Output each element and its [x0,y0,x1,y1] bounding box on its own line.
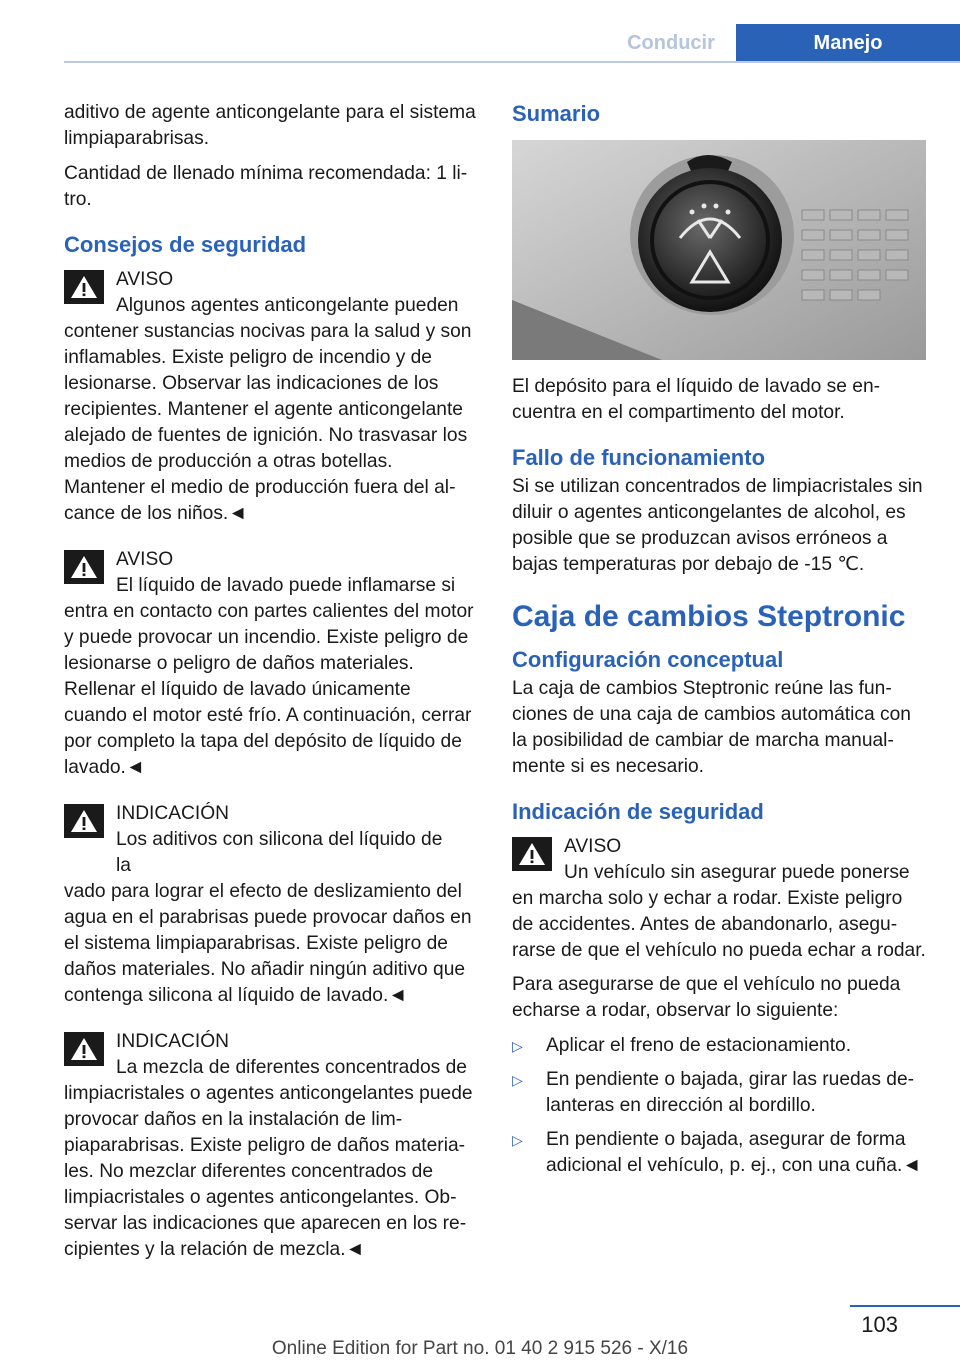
section-heading: Fallo de funcionamiento [512,445,766,470]
header-divider [64,61,960,63]
notice-box [64,1029,478,1263]
list-item: ▷ En pendiente o bajada, asegurar de forma adicional el vehículo, p. ej., con una cuña.◄ [512,1127,926,1179]
footer-divider [850,1305,960,1307]
photo-caption: El depósito para el líquido de lavado se encuentra en el compartimento del motor. [512,376,881,423]
paragraph: La caja de cambios Steptronic reúne las funciones de una caja de cambios automática con la posibilidad de cambiar de marcha manualmente si es necesario. [512,678,911,777]
warning-triangle-icon [512,837,552,871]
page-number: 103 [861,1312,898,1337]
section-heading: Indicación de seguridad [512,799,764,824]
warning-box [64,267,478,527]
warning-triangle-icon [64,550,104,584]
section-heading: Consejos de seguridad [64,232,307,257]
warning-label: AVISO [116,549,174,570]
warning-triangle-icon [64,804,104,838]
bullet-list [512,1033,926,1179]
warning-label: AVISO [116,269,174,290]
warning-text-first-line: Algunos agentes anticongelante pueden [116,295,459,316]
triangle-bullet-icon: ▷ [512,1072,523,1088]
header-tabs [606,24,960,62]
warning-label: AVISO [564,836,622,857]
notice-box [64,801,478,1009]
warning-box [512,834,926,964]
left-column [64,100,478,1283]
paragraph: Para asegurarse de que el vehículo no pueda echarse a rodar, observar lo siguiente: [512,974,901,1021]
notice-text: limpiacristales o agentes anticongelantes puede provocar daños en la instalación de limpiaparabrisas. Existe peligro de daños materiales. No mezclar diferentes concentrados de limpiacristales o agentes anticongelantes. Observar las indicaciones que aparecen en los recipientes y la relación de mezcla.◄ [64,1083,473,1260]
section-heading: Configuración conceptual [512,647,784,672]
notice-label: INDICACIÓN [116,1031,229,1052]
notice-text: vado para lograr el efecto de deslizamiento del agua en el parabrisas puede provocar daños en el sistema limpiaparabrisas. Existe peligro de daños materiales. No añadir ningún aditivo que contenga silicona al líquido de lavado.◄ [64,881,472,1006]
list-item: ▷ En pendiente o bajada, girar las ruedas delanteras en dirección al bordillo. [512,1067,926,1119]
warning-text-first-line: El líquido de lavado puede inflamarse si [116,575,456,596]
washer-reservoir-photo [512,140,926,360]
section-heading: Sumario [512,101,601,126]
chapter-heading: Caja de cambios Steptronic [512,600,906,633]
triangle-bullet-icon: ▷ [512,1038,523,1054]
triangle-bullet-icon: ▷ [512,1132,523,1148]
footer-edition: Online Edition for Part no. 01 40 2 915 526 - X/16 [271,1338,689,1359]
warning-text: contener sustancias nocivas para la salud y son inflamables. Existe peligro de incendio y de lesionarse. Observar las indicaciones de los recipientes. Mantener el agente anticongelante alejado de fuentes de ignición. No trasvasar los medios de producción a otras botellas. Mantener el medio de producción fuera del alcance de los niños.◄ [64,321,472,524]
list-item: ▷ Aplicar el freno de estacionamiento. [512,1033,926,1059]
notice-text-first-line: La mezcla de diferentes concentrados de [116,1057,467,1078]
tab-manejo[interactable]: Manejo [736,24,960,62]
notice-text-first-line: Los aditivos con silicona del líquido de la [116,829,443,876]
warning-box [64,547,478,781]
paragraph: Cantidad de llenado mínima recomendada: 1 litro. [64,163,468,210]
notice-label: INDICACIÓN [116,803,229,824]
warning-text: en marcha solo y echar a rodar. Existe peligro de accidentes. Antes de abandonarlo, asegurarse de que el vehículo no pueda echar a rodar. [512,888,926,961]
paragraph: Si se utilizan concentrados de limpiacristales sin diluir o agentes anticongelantes de alcohol, es posible que se produzcan avisos erróneos a bajas temperaturas por debajo de -15 ℃. [512,476,923,575]
paragraph: aditivo de agente anticongelante para el sistema limpiaparabrisas. [64,102,476,149]
right-column [512,100,926,1187]
warning-triangle-icon [64,1032,104,1066]
warning-text-first-line: Un vehículo sin asegurar puede ponerse [564,862,910,883]
warning-text: entra en contacto con partes calientes del motor y puede provocar un incendio. Existe peligro de lesionarse o peligro de daños materiales. Rellenar el líquido de lavado únicamente cuando el motor esté frío. A continuación, cerrar por completo la tapa del depósito de líquido de lavado.◄ [64,601,474,778]
tab-conducir[interactable]: Conducir [627,31,715,54]
warning-triangle-icon [64,270,104,304]
